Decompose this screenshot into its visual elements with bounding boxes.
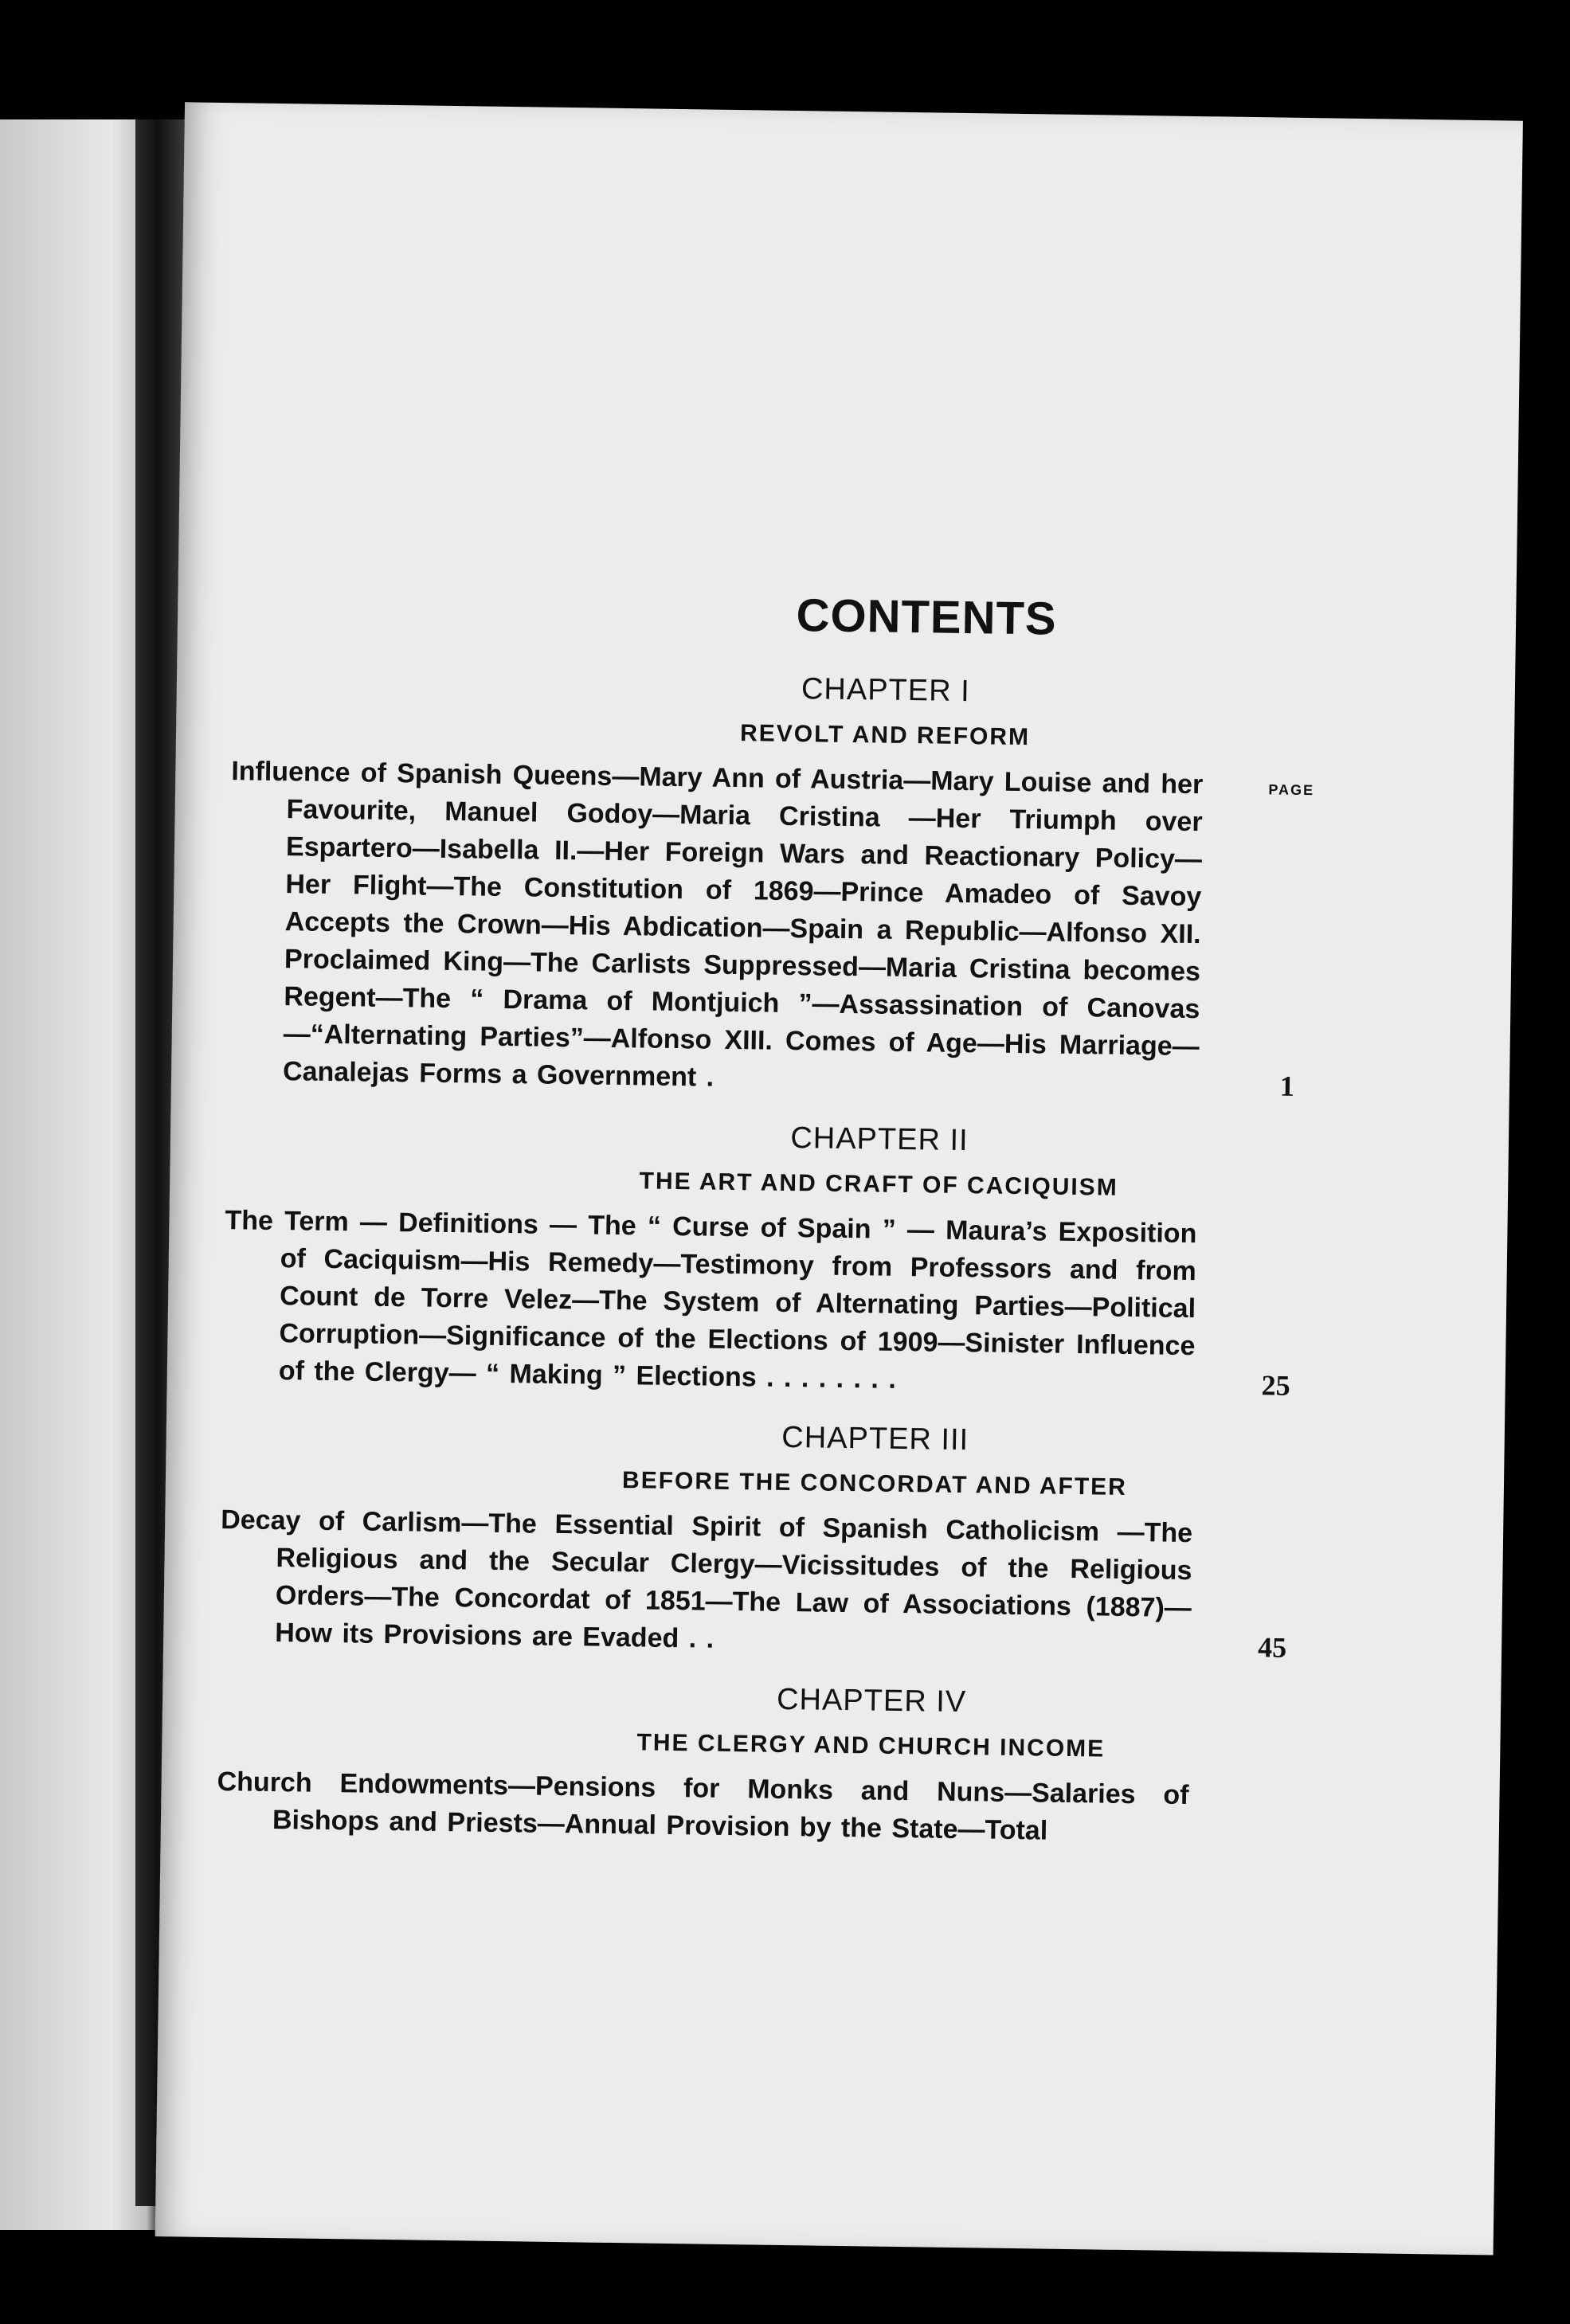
chapter-entry [215,1113,1334,1405]
chapter-page-number: 1 [1279,1070,1295,1102]
chapter-subtitle: BEFORE THE CONCORDAT AND AFTER [621,1467,1128,1500]
chapter-summary-row [209,1763,1277,1853]
page-column-label: PAGE [1268,781,1315,799]
chapter-summary: The Term — Definitions — The “ Curse of Spain ” — Maura’s Exposition of Caciquism—His Remedy—Testimony from Professors and from Count de Torre Velez—The System of Alternating Parties—Political Corruption—Significance of the Elections of 1909—Sinister Influence of the Clergy— “ Making ” Elections . . . . . . . . [225,1205,1197,1395]
page-title: CONTENTS [796,589,1058,645]
chapter-subtitle: REVOLT AND REFORM [739,720,1031,751]
chapter-entry [209,1675,1326,1854]
chapter-entry [219,664,1340,1105]
chapter-summary: Decay of Carlism—The Essential Spirit of Spanish Catholicism —The Religious and the Secular Clergy—Vicissitudes of the Religious Orders—The Concordat of 1851—The Law of Associations (1887)—How its Provisions are Evaded . . [220,1504,1193,1654]
contents-page [155,102,1523,2255]
chapter-heading: CHAPTER IV [776,1682,967,1720]
chapter-summary-row [215,1202,1290,1404]
contents-block [208,581,1341,1877]
chapter-heading: CHAPTER III [781,1420,969,1457]
chapter-heading: CHAPTER II [790,1121,969,1158]
chapter-page-number: 25 [1261,1369,1290,1402]
chapter-entry [211,1413,1329,1667]
chapter-page-number: 45 [1257,1631,1287,1664]
chapter-summary: Influence of Spanish Queens—Mary Ann of Austria—Mary Louise and her Favourite, Manuel Godoy—Maria Cristina —Her Triumph over Espartero—Isabella II.—Her Foreign Wars and Reactionary Policy—Her Flight—The Constitution of 1869—Prince Amadeo of Savoy Accepts the Crown—His Abdication—Spain a Republic—Alfonso XII. Proclaimed King—The Carlists Suppressed—Maria Cristina becomes Regent—The “ Drama of Montjuich ”—Assassination of Canovas—“Alternating Parties”—Alfonso XIII. Comes of Age—His Marriage—Canalejas Forms a Government . [231,756,1204,1093]
chapter-summary: Church Endowments—Pensions for Monks and Nuns—Salaries of Bishops and Priests—Annual Provision by the State—Total [217,1766,1189,1846]
chapter-heading: CHAPTER I [801,672,970,709]
chapter-subtitle: THE ART AND CRAFT OF CACIQUISM [639,1168,1118,1201]
chapter-summary-row [219,753,1315,1105]
chapter-summary-row [211,1501,1287,1666]
chapter-subtitle: THE CLERGY AND CHURCH INCOME [636,1729,1106,1763]
